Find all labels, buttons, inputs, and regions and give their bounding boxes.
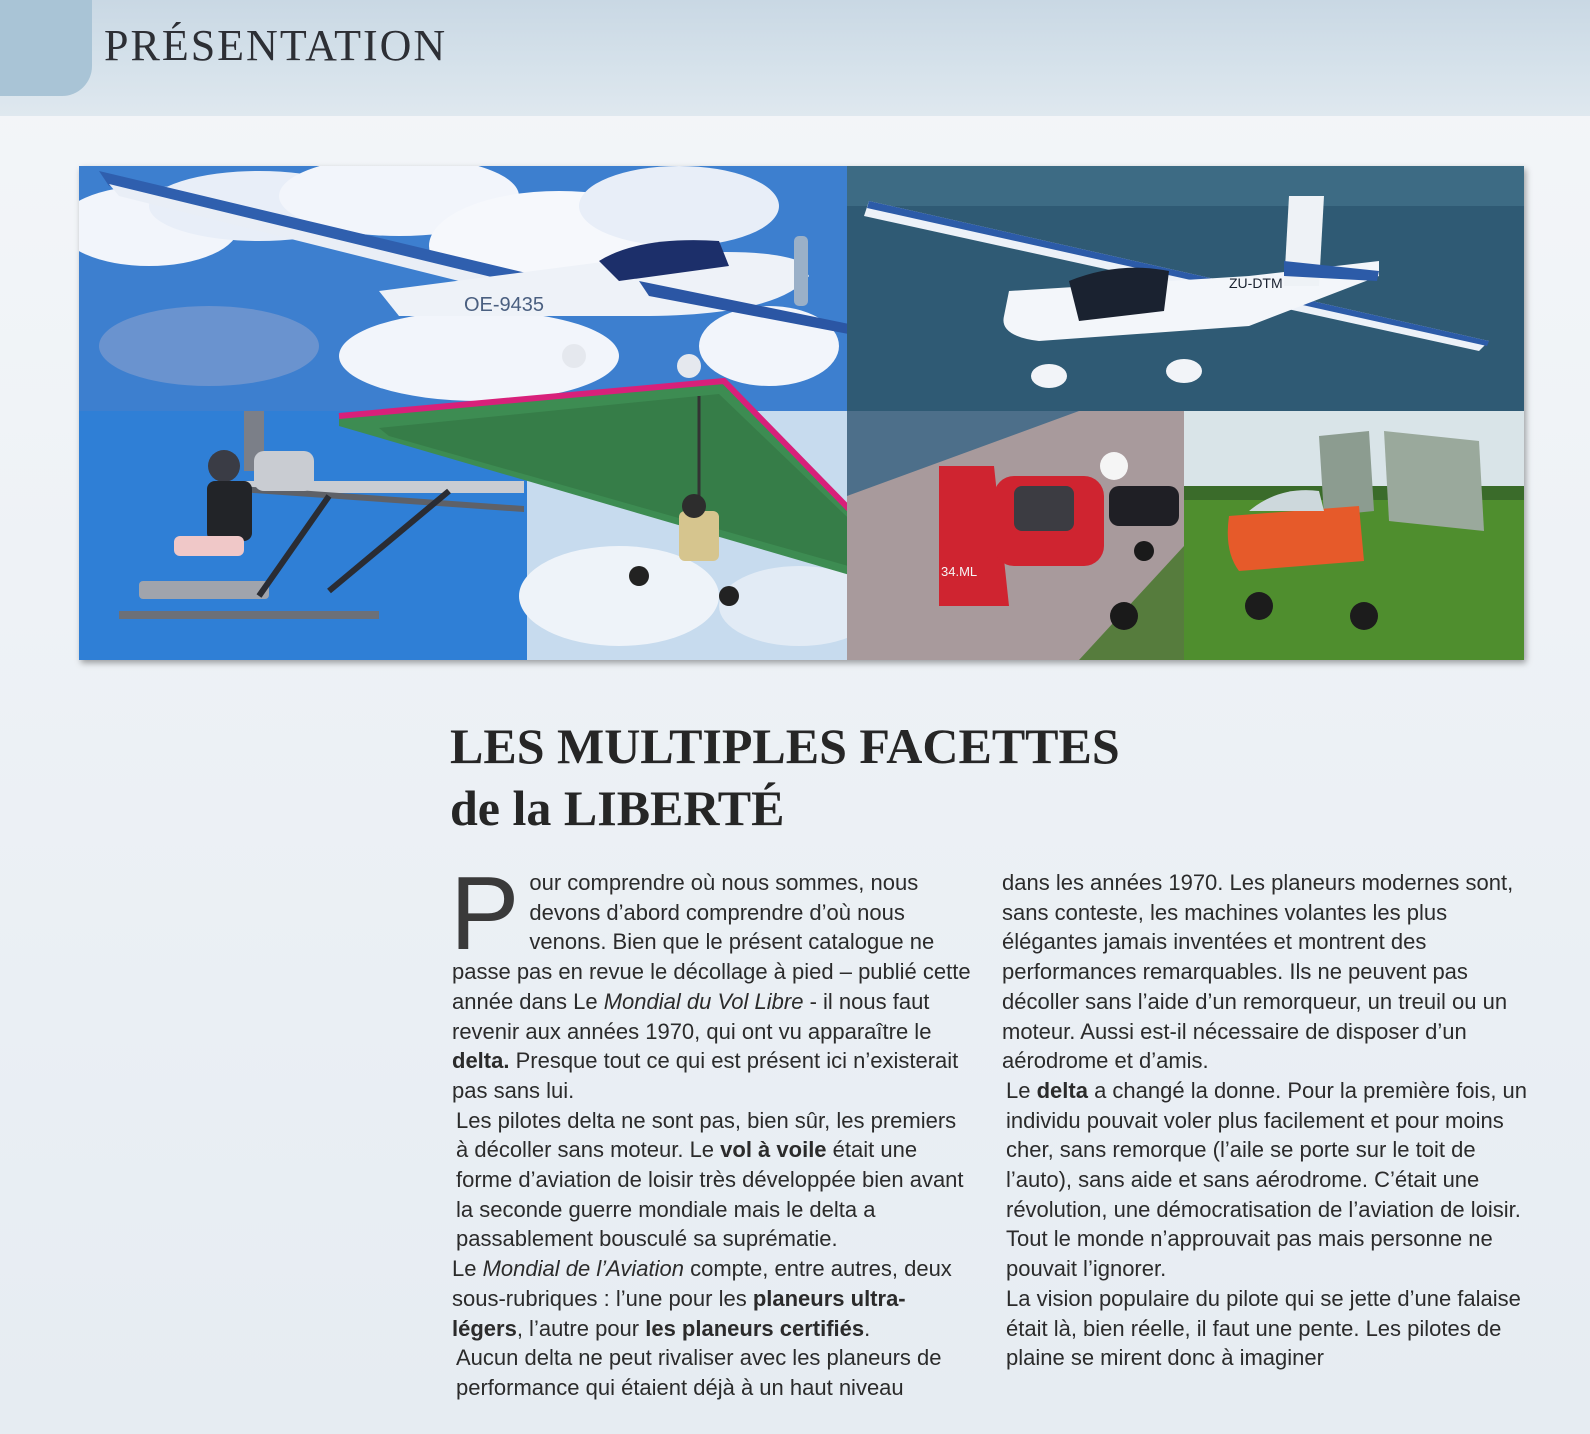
- text-run: La vision populaire du pilote qui se jette d’une falaise était là, bien réelle, il faut une pente. Les pilotes de plaine se mirent donc à imaginer: [1006, 1285, 1521, 1371]
- paragraph: [1002, 1076, 1538, 1284]
- header-tab: [0, 0, 92, 96]
- paragraph: [450, 856, 974, 1106]
- bold-term: delta: [1036, 1077, 1088, 1103]
- photo-strip: [79, 166, 1524, 660]
- text-run: était une forme d’aviation de loisir très développée bien avant la seconde guerre mondiale mais le delta a passablement bousculé sa suprématie.: [456, 1137, 964, 1252]
- article-title-line1: LES MULTIPLES FACETTES: [450, 718, 1120, 774]
- italic-title: Mondial de l’Aviation: [482, 1256, 684, 1282]
- paragraph: [1002, 868, 1538, 1076]
- section-title: PRÉSENTATION: [104, 21, 448, 70]
- text-run: dans les années 1970. Les planeurs modernes sont, sans conteste, les machines volantes les plus élégantes jamais inventées et montrent des performances remarquables. Ils ne peuvent pas décoller sans l’aide d’un remorqueur, un treuil ou un moteur. Aussi est-il nécessaire de disposer d’un aérodrome et d’amis.: [1002, 870, 1514, 1074]
- paragraph: [1002, 1284, 1538, 1373]
- text-run: Les pilotes delta ne sont pas, bien sûr, les premiers à décoller sans moteur. Le: [456, 1107, 957, 1163]
- bold-term: delta.: [452, 1048, 510, 1074]
- panel-gyroplane: [847, 411, 1184, 660]
- text-run: .: [864, 1315, 871, 1341]
- text-run: Le: [1006, 1077, 1037, 1103]
- text-run: our comprendre où nous sommes, nous devons d’abord comprendre d’où nous venons. Bien que le présent catalogue ne passe pas en revue le décollage à pied – publié cette année dans Le: [452, 870, 971, 1014]
- text-run: compte, entre autres, deux sous-rubriques : l’une pour les: [452, 1256, 952, 1311]
- registration-zu-dtm: ZU-DTM: [1229, 275, 1283, 291]
- article-title: [450, 715, 1350, 839]
- article-title-line2: de la LIBERTÉ: [450, 780, 785, 836]
- panel-high-wing-ultralight: [847, 166, 1524, 411]
- drop-cap: P: [450, 856, 520, 972]
- paragraph: [452, 1343, 974, 1402]
- italic-title: Mondial du Vol Libre: [603, 988, 804, 1014]
- text-column-2: [1002, 868, 1538, 1373]
- registration-oe-9435: OE-9435: [464, 294, 545, 316]
- text-run: a changé la donne. Pour la première fois, un individu pouvait voler plus facilement et pour moins cher, sans remorque (l’aile se porte sur le toit de l’auto), sans aide et sans aérodrome. C’était une révolution, une démocratisation de l’aviation de loisir. Tout le monde n’approuvait pas mais personne ne pouvait l’ignorer.: [1006, 1077, 1528, 1282]
- bold-term: vol à voile: [720, 1137, 827, 1163]
- paragraph: [452, 1106, 974, 1255]
- text-column-1: [450, 856, 974, 1403]
- bold-term: planeurs ultra-légers: [452, 1285, 906, 1341]
- text-run: , l’autre pour: [516, 1315, 646, 1341]
- text-run: Le: [452, 1256, 483, 1282]
- bold-term: les planeurs certifiés: [645, 1315, 865, 1341]
- paragraph: [452, 1254, 974, 1343]
- panel-folding-wing-aircraft: [1184, 411, 1524, 660]
- text-run: - il nous faut revenir aux années 1970, qui ont vu apparaître le: [452, 988, 932, 1044]
- registration-34-ml: 34.ML: [941, 564, 978, 579]
- text-run: Aucun delta ne peut rivaliser avec les planeurs de performance qui étaient déjà à un haut niveau: [456, 1345, 942, 1400]
- text-run: Presque tout ce qui est présent ici n’existerait pas sans lui.: [452, 1048, 959, 1103]
- panel-low-wing-ultralight: [79, 166, 859, 411]
- header-band: [0, 0, 1590, 116]
